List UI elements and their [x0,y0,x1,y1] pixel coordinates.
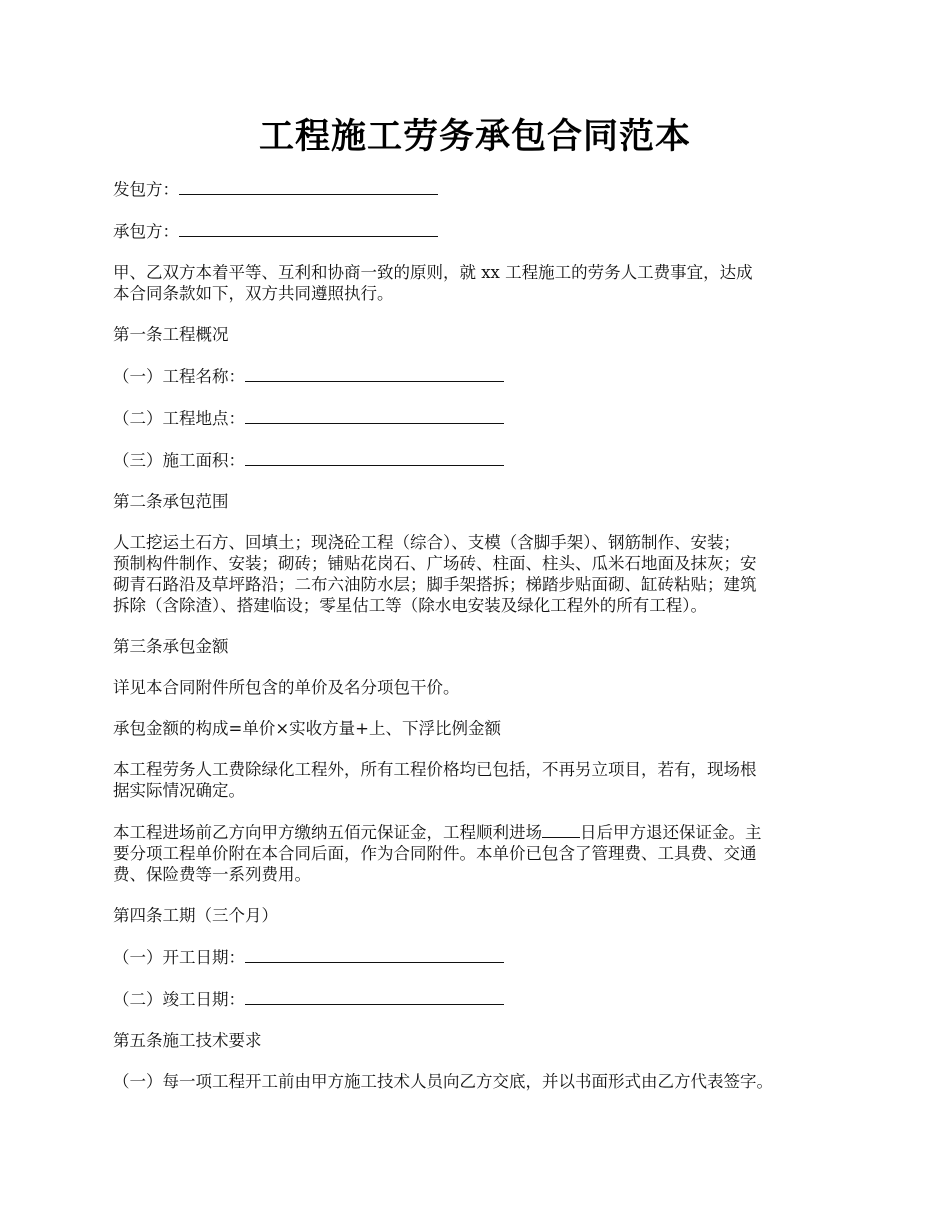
deposit-days-blank [542,821,580,838]
deposit-line: 费、保险费等一系列费用。 [113,865,311,884]
project-name-field [113,365,841,387]
completion-date-label: （二）竣工日期： [113,990,245,1009]
article-2-heading: 第二条承包范围 [113,492,229,511]
deposit-text-b: 日后甲方退还保证金。主 [580,823,762,842]
scope-paragraph [113,532,841,616]
project-name-blank [245,365,504,382]
project-location-blank [245,407,504,424]
construction-area-blank [245,449,504,466]
construction-area-label: （三）施工面积： [113,451,245,470]
technical-requirement-1: （一）每一项工程开工前由甲方施工技术人员向乙方交底，并以书面形式由乙方代表签字。 [113,1072,773,1091]
project-location-field [113,407,841,429]
deposit-line [113,821,841,843]
scope-line: 预制构件制作、安装；砌砖；铺贴花岗石、广场砖、柱面、柱头、瓜米石地面及抹灰；安 [113,554,757,573]
party-a-label: 发包方： [113,180,179,199]
project-location-label: （二）工程地点： [113,409,245,428]
construction-area-field [113,449,841,471]
intro-line: 甲、乙双方本着平等、互利和协商一致的原则，就 xx 工程施工的劳务人工费事宜，达成 [113,263,753,282]
article-1-heading: 第一条工程概况 [113,325,229,344]
completion-date-blank [245,988,504,1005]
document-title: 工程施工劳务承包合同范本 [258,116,691,157]
deposit-paragraph [113,821,841,885]
scope-line: 拆除（含除渣）、搭建临设；零星估工等（除水电安装及绿化工程外的所有工程）。 [113,596,707,615]
article-4-heading: 第四条工期（三个月） [113,906,278,925]
completion-date-field [113,988,841,1010]
project-name-label: （一）工程名称： [113,367,245,386]
party-a-blank [179,178,438,195]
article-5-heading: 第五条施工技术要求 [113,1031,262,1050]
deposit-line: 要分项工程单价附在本合同后面，作为合同附件。本单价已包含了管理费、工具费、交通 [113,844,757,863]
amount-line: 据实际情况确定。 [113,781,245,800]
start-date-field [113,946,841,968]
scope-line: 砌青石路沿及草坪路沿；二布六油防水层；脚手架搭拆；梯踏步贴面砌、缸砖粘贴；建筑 [113,575,757,594]
article-3-heading: 第三条承包金额 [113,637,229,656]
document-body [113,178,841,1112]
scope-line: 人工挖运土石方、回填土；现浇砼工程（综合）、支模（含脚手架）、钢筋制作、安装； [113,533,740,552]
party-b-field [113,220,841,242]
amount-line: 本工程劳务人工费除绿化工程外，所有工程价格均已包括，不再另立项目，若有，现场根 [113,760,757,779]
deposit-text-a: 本工程进场前乙方向甲方缴纳五佰元保证金，工程顺利进场 [113,823,542,842]
start-date-label: （一）开工日期： [113,948,245,967]
amount-paragraph-3 [113,759,841,801]
intro-line: 本合同条款如下，双方共同遵照执行。 [113,284,394,303]
start-date-blank [245,946,504,963]
amount-paragraph-1: 详见本合同附件所包含的单价及名分项包干价。 [113,678,460,697]
party-a-field [113,178,841,200]
amount-paragraph-2: 承包金额的构成=单价×实收方量+上、下浮比例金额 [113,719,501,738]
party-b-blank [179,220,438,237]
intro-paragraph [113,262,841,304]
party-b-label: 承包方： [113,222,179,241]
